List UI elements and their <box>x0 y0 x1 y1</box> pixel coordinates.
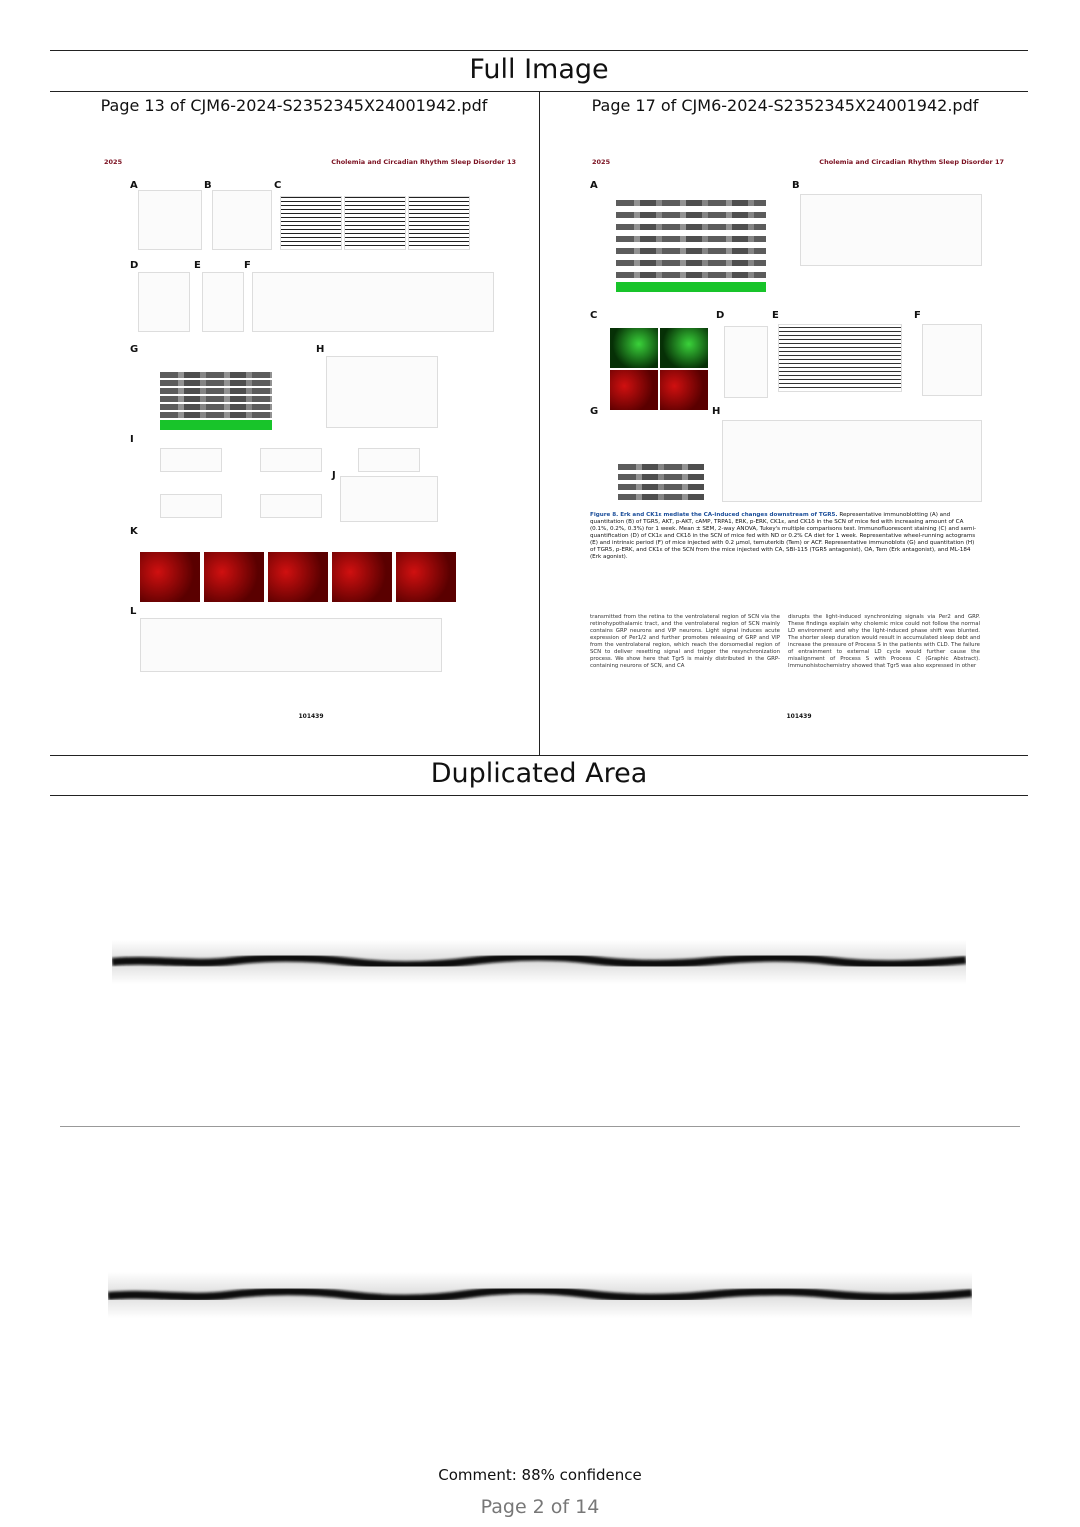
panel-f-chart <box>252 272 494 332</box>
r-panel-label-c: C <box>590 310 598 321</box>
left-head-year: 2025 <box>104 158 123 166</box>
panel-label-i: I <box>130 434 134 445</box>
left-page-footer: 101439 <box>298 713 324 720</box>
r-figure-caption-body: Representative immunoblotting (A) and quantitation (B) of TGR5, AKT, p-AKT, cAMP, TRPA1, ERK, p-ERK, CK1ε, and CK1δ in the SCN of mice fed with increasing amount of CA (0.1%, 0.2%, 0.3%) for 1 week. Mean ± SEM, 2-way ANOVA, Tukey's multiple comparisons test. Immunofluorescent staining (C) and semi-quantification (D) of CK1ε and CK1δ in the SCN of mice fed with ND or 0.2% CA diet for 1 week. Representative wheel-running actograms (E) and intrinsic period (F) of mice injected with 0.2 μmol, temuterkib (Tem) or ACF. Representative immunoblots (G) and quantitation (H) of TGR5, p-ERK, and CK1ε of the SCN from the mice injected with CA, SBI-115 (TGR5 antagonist), OA, Tem (Erk antagonist), and ML-184 (Erk agonist). <box>590 512 977 560</box>
r-panel-label-e: E <box>772 310 779 321</box>
right-page-thumbnail <box>588 148 1010 728</box>
r-panel-label-b: B <box>792 180 800 191</box>
panel-k-image-5 <box>396 552 456 602</box>
panel-k-image-1 <box>140 552 200 602</box>
r-figure-caption <box>590 512 980 561</box>
r-panel-c-image-2 <box>660 328 708 368</box>
duplicated-divider <box>50 795 1028 796</box>
r-body-text-right: disrupts the light-induced synchronizing signals via Per2 and GRP. These findings explain why cholemic mice could not follow the normal LD environment and why the light-induced phase shift was blunted. The shorter sleep duration would result in accumulated sleep debt and increase the pressure of Process S in the patients with CLD. The failure of entrainment to external LD cycle would further cause the misalignment of Process S with Process C (Graphic Abstract). Immunohistochemistry showed that Tgr5 was also expressed in other <box>788 614 980 669</box>
left-head-title: Cholemia and Circadian Rhythm Sleep Disorder 13 <box>331 158 516 166</box>
panel-j-chart <box>340 476 438 522</box>
r-panel-h-chart <box>722 420 982 502</box>
panel-l-chart <box>140 618 442 672</box>
panel-k-image-3 <box>268 552 328 602</box>
panel-label-k: K <box>130 526 138 537</box>
r-panel-c-image-1 <box>610 328 658 368</box>
panel-label-a: A <box>130 180 138 191</box>
r-panel-label-h: H <box>712 406 721 417</box>
comment-text: Comment: 88% confidence <box>438 1466 642 1484</box>
r-panel-g-blots <box>618 462 704 502</box>
right-page-footer: 101439 <box>786 713 812 720</box>
panel-i-blot-5 <box>260 494 322 518</box>
r-panel-label-a: A <box>590 180 598 191</box>
panel-i-blot-2 <box>260 448 322 472</box>
section-title-duplicated-area: Duplicated Area <box>430 758 648 789</box>
r-panel-c-image-4 <box>660 370 708 410</box>
duplicated-strip-bottom <box>108 1272 972 1318</box>
r-panel-e-actogram <box>778 324 902 392</box>
top-rule <box>50 50 1028 51</box>
r-panel-a-blots <box>616 198 766 298</box>
r-panel-label-f: F <box>914 310 921 321</box>
r-panel-label-g: G <box>590 406 599 417</box>
panel-k-image-2 <box>204 552 264 602</box>
mid-rule <box>50 755 1028 756</box>
left-page-caption: Page 13 of CJM6-2024-S2352345X24001942.pdf <box>100 96 488 115</box>
panel-label-h: H <box>316 344 325 355</box>
panel-label-c: C <box>274 180 282 191</box>
panel-i-blot-4 <box>160 494 222 518</box>
panel-label-g: G <box>130 344 139 355</box>
strip-separator <box>60 1126 1020 1127</box>
panel-c-actogram-2 <box>344 196 406 250</box>
panel-a-chart <box>138 190 202 250</box>
column-divider <box>539 92 540 755</box>
beta-actin-highlight-band <box>160 420 272 430</box>
panel-c-actogram-3 <box>408 196 470 250</box>
panel-h-chart <box>326 356 438 428</box>
panel-c-actogram-1 <box>280 196 342 250</box>
panel-label-e: E <box>194 260 201 271</box>
panel-k-image-4 <box>332 552 392 602</box>
panel-label-f: F <box>244 260 251 271</box>
left-running-head <box>100 158 522 168</box>
right-head-title: Cholemia and Circadian Rhythm Sleep Disorder 17 <box>819 158 1004 166</box>
r-body-text-left: transmitted from the retina to the ventrolateral region of SCN via the retinohypothalamic tract, and the ventrolateral region of SCN mainly contains GRP neurons and VIP neurons. Light signal induces acute expression of Per1/2 and further promotes releasing of GRP and VIP from the ventrolateral region, which reach the dorsomedial region of SCN to deliver resetting signal and trigger the resynchronization process. We show here that Tgr5 is mainly distributed in the GRP-containing neurons of SCN, and CA <box>590 614 780 669</box>
panel-g-blots <box>160 370 272 432</box>
r-figure-caption-title: Figure 8. Erk and CK1ε mediate the CA-induced changes downstream of TGR5. <box>590 512 838 518</box>
panel-label-b: B <box>204 180 212 191</box>
r-panel-b-chart <box>800 194 982 266</box>
section-title-full-image: Full Image <box>469 54 609 85</box>
r-ck1d-highlight-band <box>616 282 766 292</box>
panel-label-d: D <box>130 260 139 271</box>
panel-label-l: L <box>130 606 137 617</box>
r-panel-c-image-3 <box>610 370 658 410</box>
r-panel-d-chart <box>724 326 768 398</box>
panel-d-chart <box>138 272 190 332</box>
panel-label-j: J <box>332 470 336 481</box>
panel-b-chart <box>212 190 272 250</box>
r-panel-f-chart <box>922 324 982 396</box>
right-running-head <box>588 158 1010 168</box>
page-indicator: Page 2 of 14 <box>480 1496 600 1518</box>
right-page-caption: Page 17 of CJM6-2024-S2352345X24001942.pdf <box>591 96 979 115</box>
panel-i-blot-1 <box>160 448 222 472</box>
right-head-year: 2025 <box>592 158 611 166</box>
panel-e-chart <box>202 272 244 332</box>
duplicated-strip-top <box>112 940 966 984</box>
left-page-thumbnail <box>100 148 522 728</box>
panel-i-blot-3 <box>358 448 420 472</box>
r-panel-label-d: D <box>716 310 725 321</box>
